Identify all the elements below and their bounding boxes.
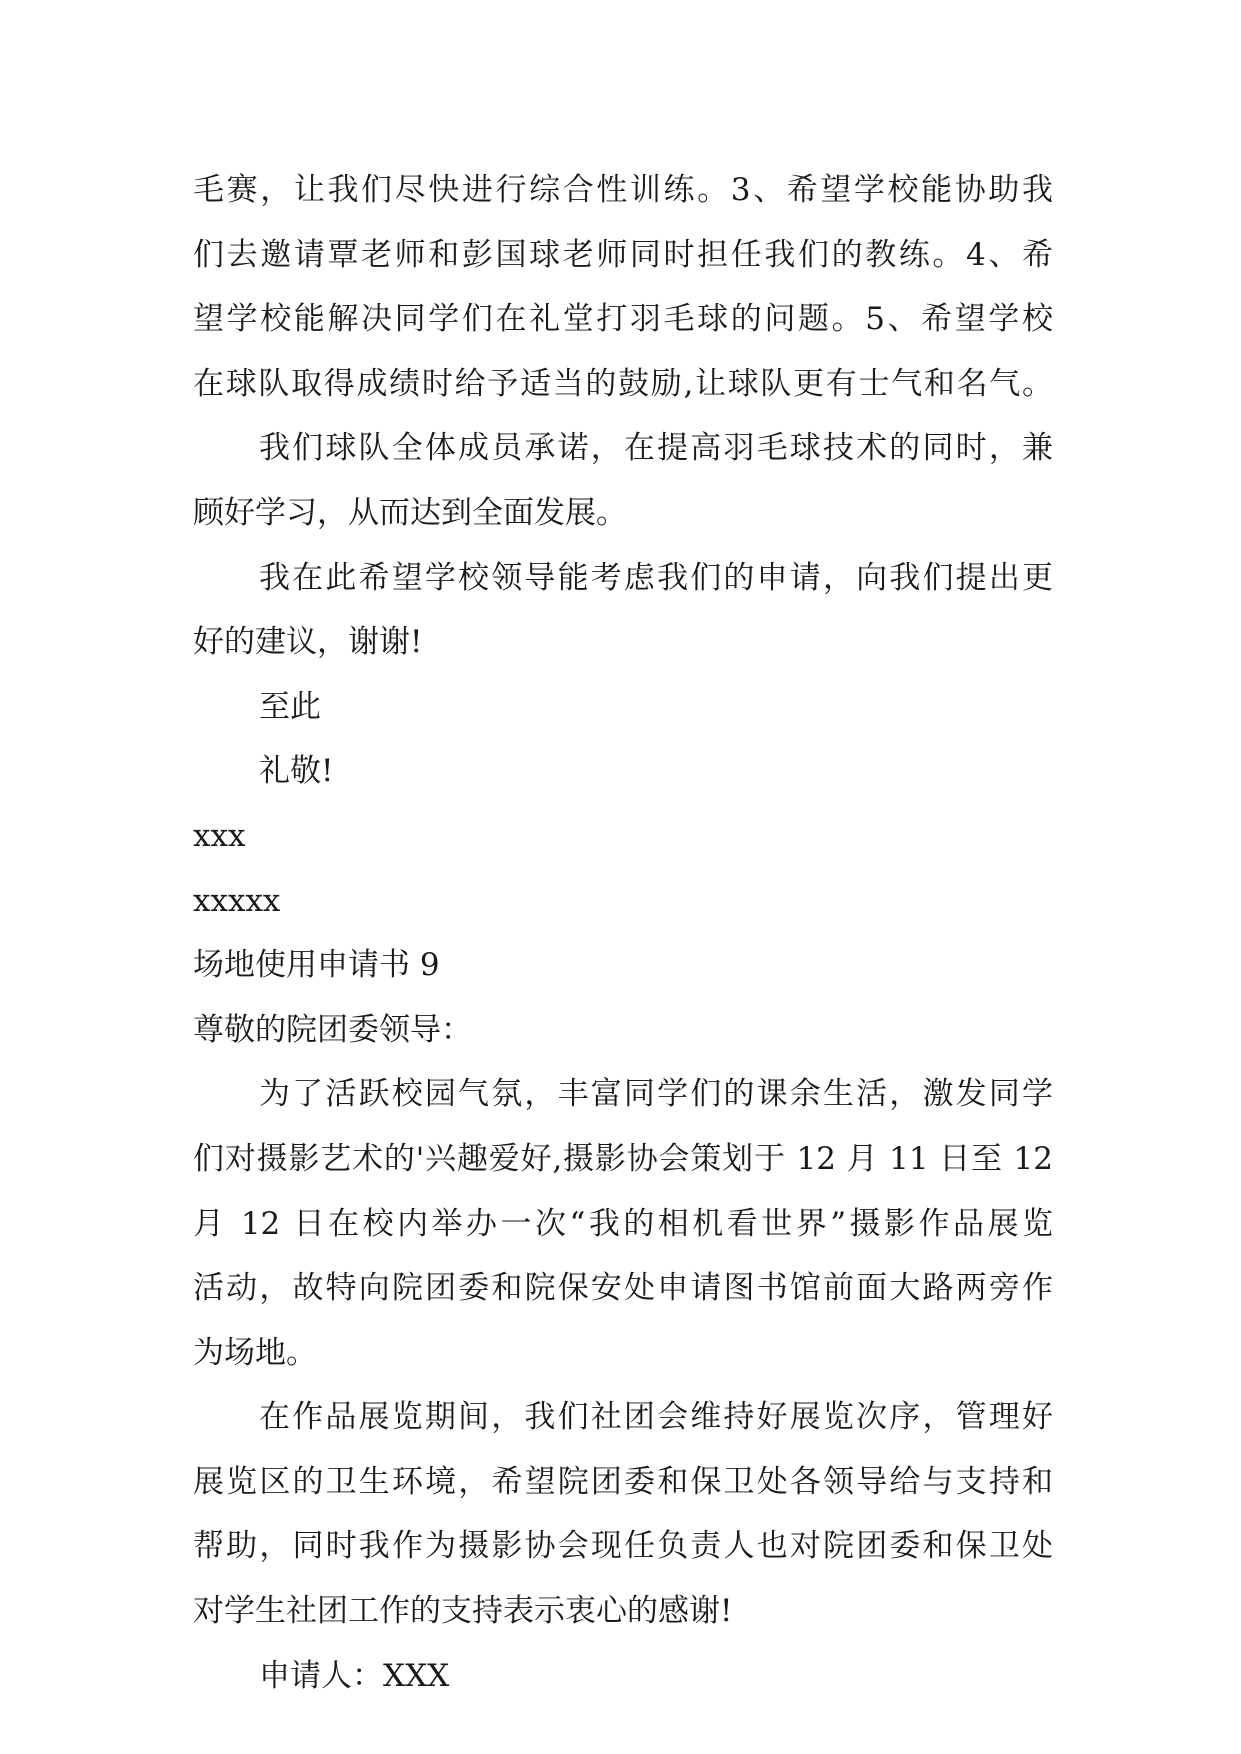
text-line: 尊敬的院团委领导： <box>193 1011 472 1048</box>
text-line: 活动，故特向院团委和院保安处申请图书馆前面大路两旁作 <box>193 1270 1053 1307</box>
text-line: 为场地。 <box>193 1334 317 1371</box>
text-line: 毛赛，让我们尽快进行综合性训练。3、希望学校能协助我 <box>193 172 1053 208</box>
text-line: 场地使用申请书 9 <box>193 947 440 984</box>
text-line: 顾好学习，从而达到全面发展。 <box>193 494 627 531</box>
text-line: 月 12 日在校内举办一次“我的相机看世界”摄影作品展览 <box>193 1205 1053 1242</box>
text-line: xxxxx <box>193 882 281 919</box>
text-line: 们去邀请覃老师和彭国球老师同时担任我们的教练。4、希 <box>193 236 1053 273</box>
text-line: 礼敬! <box>259 753 334 790</box>
text-line: 为了活跃校园气氛，丰富同学们的课余生活，激发同学 <box>259 1076 1053 1113</box>
text-line: 至此 <box>259 688 321 725</box>
text-line: 帮助，同时我作为摄影协会现任负责人也对院团委和保卫处 <box>193 1528 1053 1565</box>
text-line: 望学校能解决同学们在礼堂打羽毛球的问题。5、希望学校 <box>193 301 1053 338</box>
text-line: 在球队取得成绩时给予适当的鼓励,让球队更有士气和名气。 <box>193 365 1053 402</box>
document-page <box>193 158 1053 1708</box>
text-line: 对学生社团工作的支持表示衷心的感谢! <box>193 1593 733 1630</box>
text-line: 申请人：XXX <box>259 1657 450 1694</box>
text-line: 在作品展览期间，我们社团会维持好展览次序，管理好 <box>259 1399 1053 1436</box>
text-line: 好的建议，谢谢! <box>193 624 423 661</box>
text-line: 展览区的卫生环境，希望院团委和保卫处各领导给与支持和 <box>193 1463 1053 1500</box>
text-line: 们对摄影艺术的'兴趣爱好,摄影协会策划于 12 月 11 日至 12 <box>193 1140 1053 1177</box>
text-line: xxx <box>193 817 246 854</box>
text-line: 我在此希望学校领导能考虑我们的申请，向我们提出更 <box>259 559 1053 596</box>
text-line: 我们球队全体成员承诺，在提高羽毛球技术的同时，兼 <box>259 430 1053 467</box>
